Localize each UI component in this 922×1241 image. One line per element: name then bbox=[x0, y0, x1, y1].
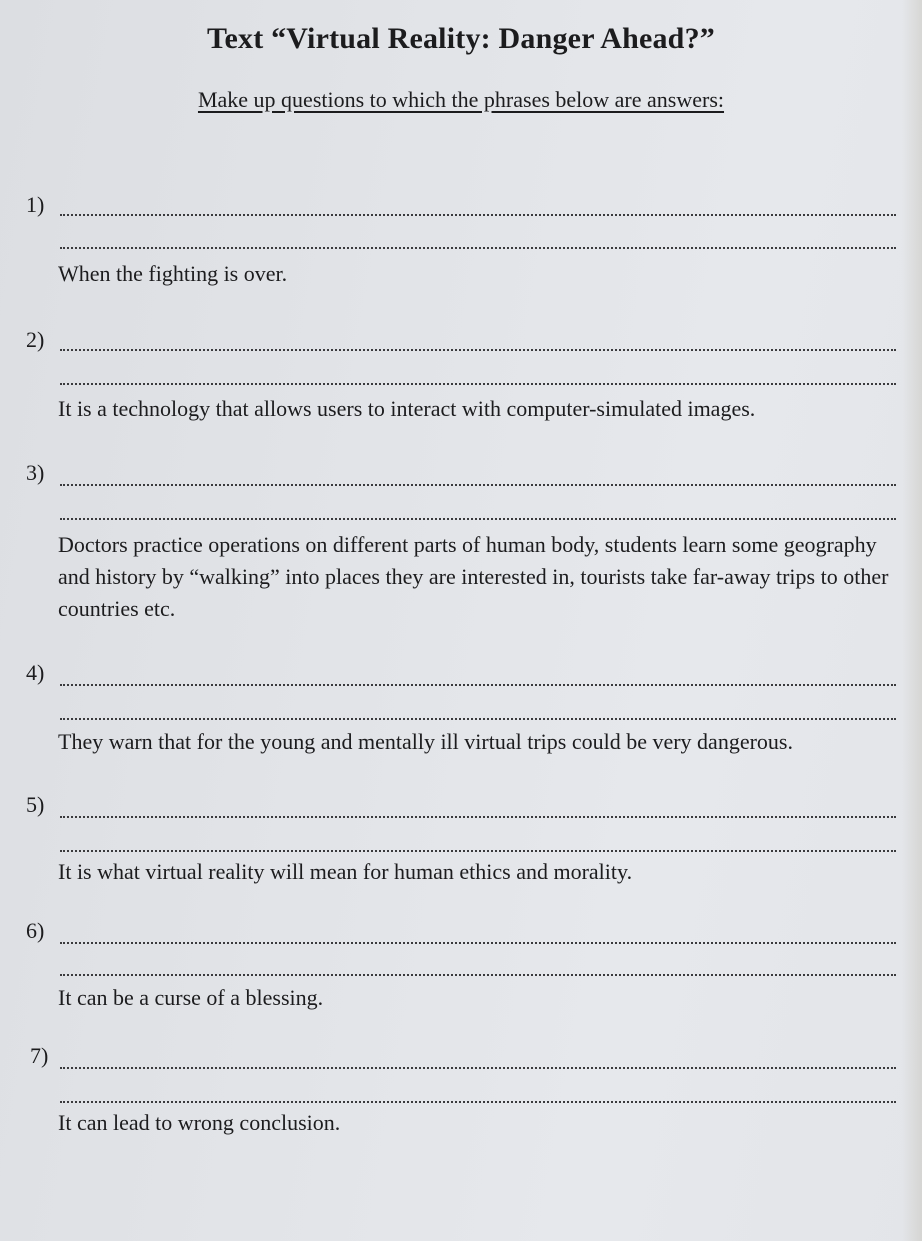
question-line-2[interactable] bbox=[60, 718, 896, 720]
item-number: 7) bbox=[30, 1043, 49, 1068]
question-line-1[interactable] bbox=[60, 942, 896, 944]
question-line-1[interactable] bbox=[60, 1067, 896, 1069]
question-item-7 bbox=[26, 1043, 896, 1143]
page-edge-shadow bbox=[902, 0, 922, 1241]
question-line-1[interactable] bbox=[60, 349, 896, 351]
answer-text: It is a technology that allows users to interact with computer-simulated images. bbox=[58, 396, 756, 421]
question-item-3 bbox=[26, 460, 896, 630]
item-number: 3) bbox=[26, 460, 45, 485]
question-line-2[interactable] bbox=[60, 247, 896, 249]
worksheet-instruction bbox=[0, 87, 922, 113]
item-number: 2) bbox=[26, 327, 45, 352]
answer-text: It can be a curse of a blessing. bbox=[58, 985, 324, 1010]
question-item-1 bbox=[26, 192, 896, 292]
question-line-1[interactable] bbox=[60, 484, 896, 486]
worksheet-title: Text “Virtual Reality: Danger Ahead?” bbox=[207, 22, 715, 55]
answer-text: It can lead to wrong conclusion. bbox=[58, 1110, 341, 1135]
question-item-5 bbox=[26, 792, 896, 892]
item-number: 5) bbox=[26, 792, 45, 817]
answer-text: Doctors practice operations on different parts of human body, students learn some geography and history by “walking” into places they are interested in, tourists take far-away trips to other countries etc. bbox=[58, 532, 889, 621]
item-number: 1) bbox=[26, 192, 45, 217]
question-line-1[interactable] bbox=[60, 214, 896, 216]
item-number: 6) bbox=[26, 918, 45, 943]
question-item-6 bbox=[26, 918, 896, 1018]
question-line-2[interactable] bbox=[60, 974, 896, 976]
question-line-2[interactable] bbox=[60, 518, 896, 520]
question-line-2[interactable] bbox=[60, 1101, 896, 1103]
question-line-2[interactable] bbox=[60, 383, 896, 385]
question-line-1[interactable] bbox=[60, 684, 896, 686]
instruction-text: Make up questions to which the phrases below are answers: bbox=[197, 87, 725, 112]
question-line-1[interactable] bbox=[60, 816, 896, 818]
answer-text: They warn that for the young and mentally ill virtual trips could be very dangerous. bbox=[58, 729, 793, 754]
question-item-4 bbox=[26, 660, 896, 760]
item-number: 4) bbox=[26, 660, 45, 685]
question-line-2[interactable] bbox=[60, 850, 896, 852]
answer-text: It is what virtual reality will mean for human ethics and morality. bbox=[58, 859, 633, 884]
answer-text: When the fighting is over. bbox=[58, 261, 288, 286]
question-item-2 bbox=[26, 327, 896, 427]
